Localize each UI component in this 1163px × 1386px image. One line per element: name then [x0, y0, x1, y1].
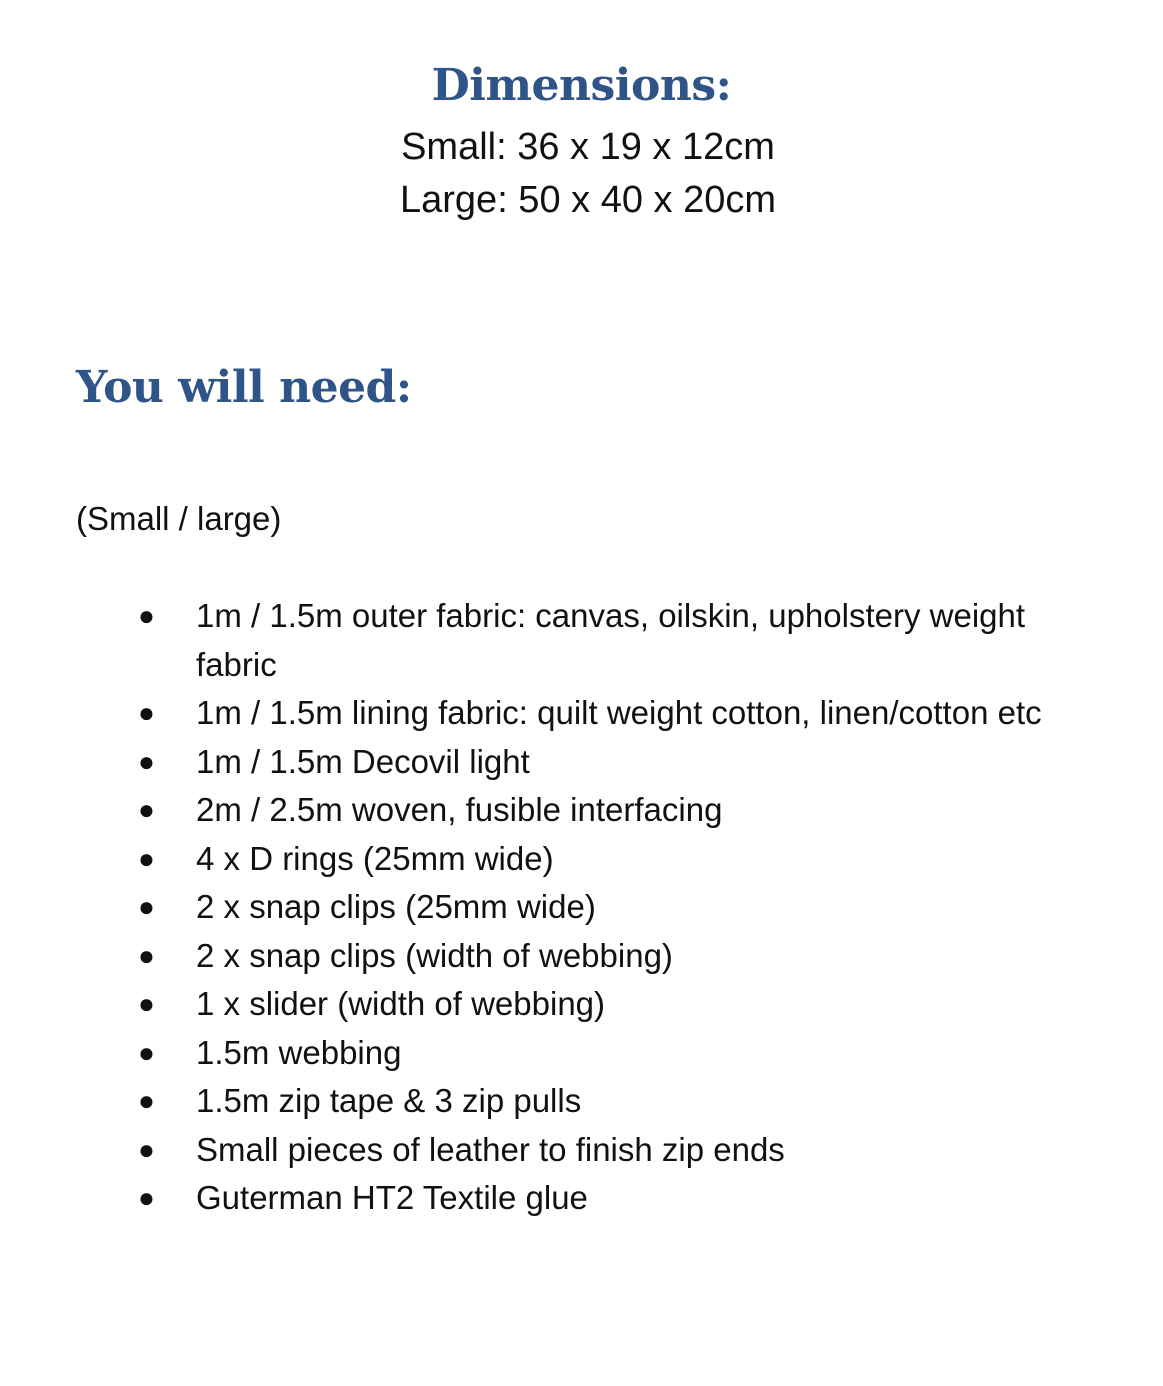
bullet-icon: ● [138, 794, 155, 825]
list-item [0, 689, 1163, 738]
bullet-icon: ● [138, 842, 155, 874]
list-item [0, 1126, 1163, 1175]
list-item [0, 883, 1163, 932]
list-item-text: 1 x slider (width of webbing) [196, 985, 606, 1022]
list-item-text: 1.5m zip tape & 3 zip pulls [196, 1082, 582, 1119]
list-item [0, 835, 1163, 884]
bullet-icon: ● [138, 1085, 155, 1116]
list-item-text: 4 x D rings (25mm wide) [196, 839, 554, 877]
list-item-text: 2m / 2.5m woven, fusible interfacing [196, 791, 723, 828]
materials-list [0, 592, 1163, 1223]
list-item [0, 980, 1163, 1029]
bullet-icon: ● [138, 988, 155, 1019]
list-item [0, 932, 1163, 981]
bullet-icon: ● [138, 891, 155, 922]
bullet-icon: ● [138, 939, 155, 971]
list-item [0, 738, 1163, 787]
dimensions-heading: Dimensions: [431, 60, 732, 111]
list-item-text: 2 x snap clips (25mm wide) [196, 888, 596, 925]
list-item-text: 2 x snap clips (width of webbing) [196, 936, 673, 974]
size-note: (Small / large) [76, 500, 282, 537]
bullet-icon: ● [138, 1036, 155, 1068]
list-item-text: 1m / 1.5m Decovil light [196, 742, 530, 780]
you-will-need-heading: You will need: [76, 362, 412, 413]
dimensions-small: Small: 36 x 19 x 12cm [401, 126, 775, 168]
bullet-icon: ● [138, 600, 155, 631]
bullet-icon: ● [138, 697, 155, 728]
list-item-text: 1m / 1.5m lining fabric: quilt weight cotton, linen/cotton etc [196, 694, 1042, 731]
list-item [0, 786, 1163, 835]
bullet-icon: ● [138, 745, 155, 777]
bullet-icon: ● [138, 1133, 155, 1165]
list-item-text: 1.5m webbing [196, 1033, 402, 1071]
list-item-text: Small pieces of leather to finish zip ends [196, 1130, 785, 1168]
list-item [0, 1077, 1163, 1126]
list-item-text: 1m / 1.5m outer fabric: canvas, oilskin, upholstery weight fabric [196, 597, 1026, 683]
bullet-icon: ● [138, 1182, 155, 1213]
list-item-text: Guterman HT2 Textile glue [196, 1179, 588, 1216]
list-item [0, 592, 1163, 689]
list-item [0, 1174, 1163, 1223]
dimensions-large: Large: 50 x 40 x 20cm [400, 179, 776, 221]
list-item [0, 1029, 1163, 1078]
